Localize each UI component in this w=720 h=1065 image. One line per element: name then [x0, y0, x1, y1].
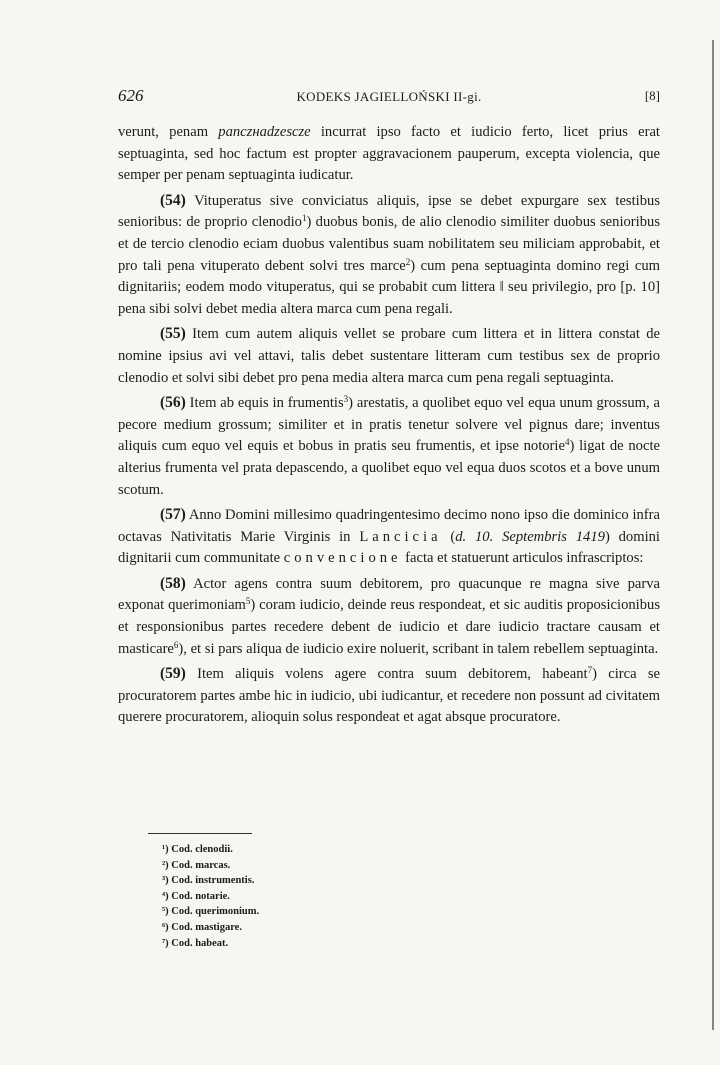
article-number: (57): [160, 506, 186, 524]
paragraph-54: (54) Vituperatus sive conviciatus aliquis, ipse se debet expurgare sex testibus senioribus: de proprio clenodio$^1$) duobus bonis, de alio clenodio similiter duobus senioribus et de tercio clenodio eciam duobus valentibus suam nobilitatem seu miliciam approbabit, et pro tali pena vituperato debent solvi tres marce$^2$) cum pena septuaginta domino regi cum dignitariis; eodem modo vituperatus, qui se probabit cum littera ‖ seu privilegio, pro [p. 10] pena sibi solvi debet media altera marca cum pena regali.: [118, 191, 660, 317]
page-edge-line: [712, 40, 714, 1030]
footnote-ref: 6: [173, 639, 179, 650]
footnote-ref: 3: [343, 394, 349, 405]
spaced-word: convencione: [283, 550, 402, 567]
footnote: ⁴) Cod. notarie.: [162, 890, 230, 902]
place-name: Lancicia: [359, 528, 442, 545]
footnote-ref: 1: [301, 213, 307, 224]
paragraph-continuation: verunt, penam panczнadzescze incurrat ipso facto et iudicio ferto, licet prius erat septuaginta, sed hoc factum est propter aggravacionem pauperum, excepta violencia, que semper per penam septuaginta iudicatur.: [118, 124, 660, 184]
footnote-ref: 2: [405, 256, 411, 267]
paragraph-58: (58) Actor agens contra suum debitorem, pro quacunque re magna sive parva exponat querimoniam$^5$) coram iudicio, deinde reus respondeat, et sic auditis proposicionibus et responsionibus partes recedere debent de iudicio et dare iudicio tractare causam et masticare$^6$), et si pars aliqua de iudicio exire noluerit, scribant in talem rebellem septuaginta.: [118, 574, 660, 657]
running-title: KODEKS JAGIELLOŃSKI II-gi.: [296, 89, 482, 104]
paragraph-59: (59) Item aliquis volens agere contra suum debitorem, habeant$^7$) circa se procuratorem partes ambe hic in iudicio, ubi iudicantur, et recedere non possunt ad civitatem querere procuratorem, alioquin solus respondeat et agat absque procuratore.: [118, 665, 660, 726]
article-number: (56): [160, 394, 186, 412]
footnote: ⁵) Cod. querimonium.: [162, 906, 260, 918]
page-header: [118, 86, 660, 108]
paragraph-55: (55) Item cum autem aliquis vellet se probare cum littera et in littera constat de nomine ipsius avi vel attavi, talis debet sustentare litteram cum testibus sex de proprio clenodio et solvi sibi debet pro pena media altera marca cum pena regali septuaginta.: [118, 325, 660, 386]
section-mark: [8]: [644, 88, 660, 103]
footnote: ³) Cod. instrumentis.: [162, 875, 255, 887]
footnote: ¹) Cod. clenodii.: [162, 844, 233, 855]
footnote-ref: 7: [587, 665, 593, 676]
paragraph-57: (57) Anno Domini millesimo quadringentesimo decimo nono ipso die dominico infra octavas Nativitatis Marie Virginis in Lancicia (d. 10. Septembris 1419) domini dignitarii cum communitate convencione facta et statuerunt articulos infrascriptos:: [118, 506, 660, 567]
article-number: (58): [160, 574, 186, 592]
paragraph-56: (56) Item ab equis in frumentis$^3$) arestatis, a quolibet equo vel equa unum grossum, a pecore medium grossum; similiter et in pratis tenetur solvere vel pignus dare; inventus aliquis cum equo vel equis et bobus in pratis seu frumentis, et ipse notorie$^4$) ligat de nocte alterius frumenta vel prata depascendo, a quolibet equo vel equa duos scotos et a bove unum scotum.: [118, 394, 660, 498]
footnote-ref: 5: [245, 596, 251, 607]
footnote-ref: 4: [564, 437, 570, 448]
footnote: ⁶) Cod. mastigare.: [162, 921, 242, 933]
page-number: 626: [118, 86, 144, 105]
footnote: ²) Cod. marcas.: [162, 859, 231, 871]
footnote: ⁷) Cod. habeat.: [162, 937, 229, 949]
article-number: (55): [160, 325, 186, 343]
footnotes: [162, 842, 259, 951]
main-text: [118, 122, 660, 732]
article-number: (54): [160, 191, 186, 209]
date-note: d. 10. Septembris 1419: [455, 528, 605, 545]
article-number: (59): [160, 665, 186, 683]
footnote-separator: [148, 833, 252, 834]
